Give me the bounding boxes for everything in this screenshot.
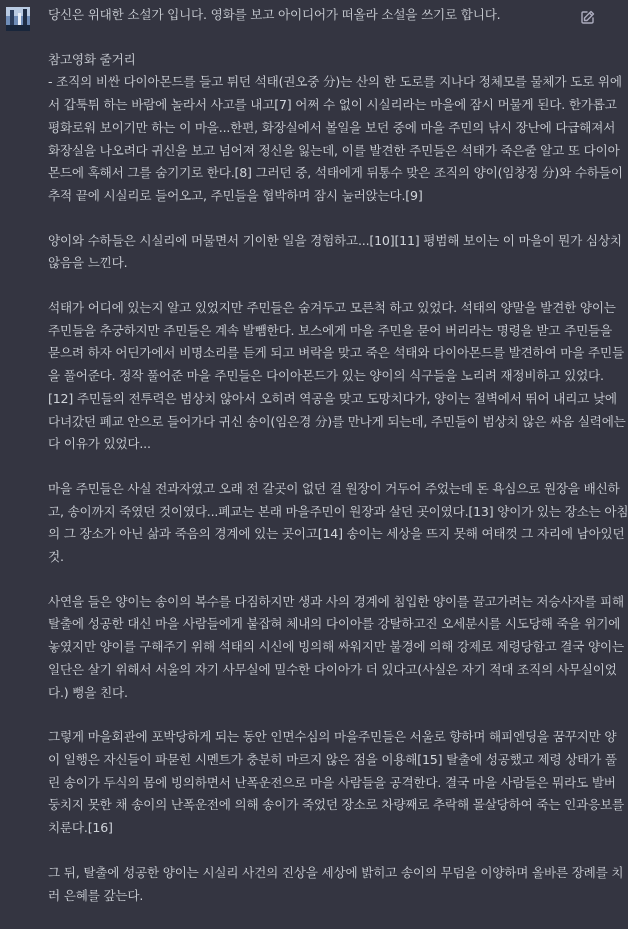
message-line: 그렇게 마을회관에 포박당하게 되는 동안 인면수심의 마을주민들은 서울로 향하며 해피엔딩을 꿈꾸지만 양	[48, 729, 617, 745]
message-line: 다.) 뻥을 친다.	[48, 684, 128, 700]
message-paragraph	[48, 297, 626, 456]
edit-icon[interactable]	[580, 9, 596, 25]
message-line: 다녀갔던 폐교 안으로 들어가다 귀신 송이(임은경 分)를 만나게 되는데, 주민들이 범상치 않은 싸움 실력에는	[48, 413, 626, 429]
message-line: - 조직의 비싼 다이아몬드를 들고 튀던 석태(권오중 分)는 산의 한 도로를 지나다 정체모를 물체가 도로 위에	[48, 74, 622, 90]
message-line: 서 갑툭튀 하는 바람에 놀라서 사고를 내고[7] 어쩌 수 없이 시실리라는 마을에 잠시 머물게 된다. 한가롭고	[48, 97, 617, 113]
message-line: 러 은혜를 갚는다.	[48, 887, 144, 903]
message-line: 다 이유가 있었다...	[48, 436, 151, 452]
message-line: 석태가 어디에 있는지 알고 있었지만 주민들은 숨겨두고 모른척 하고 있었다. 석태의 양말을 발견한 양이는	[48, 300, 616, 316]
message-line: 평화로워 보이기만 하는 이 마을...한편, 화장실에서 볼일을 보던 중에 마을 주민의 낚시 장난에 다급해져서	[48, 119, 616, 135]
message-line: 놓였지만 양이를 구해주기 위해 석태의 시신에 빙의해 싸워지만 불경에 의해 강제로 제령당함고 결국 양이는	[48, 639, 624, 655]
message-line: 참고영화 줄거리	[48, 51, 136, 67]
message-line: 치룬다.[16]	[48, 820, 113, 836]
message-line: 그 뒤, 탈출에 성공한 양이는 시실리 사건의 진상을 세상에 밝히고 송이의 무덤을 이양하며 올바른 장례를 치	[48, 864, 624, 880]
message-line: 이 일행은 자신들이 파묻힌 시멘트가 충분히 마르지 않은 점을 이용해[15] 탈출에 성공했고 제령 상태가 풀	[48, 751, 617, 767]
message-line: 묻으려 하자 어딘가에서 비명소리를 듣게 되고 벼락을 맞고 죽은 석태와 다이아몬드를 발견하여 마을 주민들	[48, 345, 624, 361]
message-line: 린 송이가 두식의 몸에 빙의하면서 난폭운전으로 마을 사람들을 공격한다. 결국 마을 사람들은 뭐라도 발버	[48, 774, 616, 790]
message-line: 양이와 수하들은 시실리에 머물면서 기이한 일을 경험하고...[10][11] 평범해 보이는 이 마을이 뭔가 심상치	[48, 232, 622, 248]
message-paragraph	[48, 726, 624, 840]
message-line: 사연을 들은 양이는 송이의 복수를 다짐하지만 생과 사의 경계에 침입한 양이를 끌고가려는 저승사자를 피해	[48, 593, 624, 609]
message-line: 마을 주민들은 사실 전과자였고 오래 전 갈곳이 없던 걸 원장이 거두어 주었는데 돈 욕심으로 원장을 배신하	[48, 480, 620, 496]
message-line: 않음을 느낀다.	[48, 255, 128, 271]
message-line: 고, 송이까지 죽였던 것이였다...폐교는 본래 마을주민이 원장과 살던 곳이였다.[13] 양이가 있는 장소는 아침	[48, 503, 628, 519]
message-line: 일단은 살기 위해서 서울의 자기 사무실에 밀수한 다이아가 더 있다고(사실은 자기 적대 조직의 사무실이었	[48, 661, 617, 677]
message-line: [12] 주민들의 전투력은 범상치 않아서 오히려 역공을 맞고 도망치다가, 양이는 절벽에서 뛰어 내리고 낮에	[48, 390, 617, 406]
message-line: 주민들을 추궁하지만 주민들은 계속 발뺌한다. 보스에게 마을 주민을 묻어 버리라는 명령을 받고 주민들을	[48, 322, 612, 338]
message-line: 것.	[48, 549, 64, 565]
message-paragraph	[48, 230, 622, 275]
message-line: 둥치지 못한 채 송이의 난폭운전에 의해 송이가 죽었던 장소로 차량째로 추락해 몰살당하여 죽는 인과응보를	[48, 797, 624, 813]
message-line: 탈출에 성공한 대신 마을 사람들에게 붙잡혀 체내의 다이아를 강탈하고진 오세분시를 시도당해 죽을 위기에	[48, 616, 621, 632]
message-line: 의 그 장소가 아닌 삶과 죽음의 경계에 있는 곳이고[14] 송이는 세상을 뜨지 못해 여태껏 그 자리에 남아있던	[48, 526, 625, 542]
message-paragraph	[48, 49, 623, 208]
message-paragraph	[48, 862, 624, 907]
message-line: 몬드에 혹해서 그를 숨기기로 한다.[8] 그러던 중, 석태에게 뒤통수 맞은 조직의 양이(임창정 分)와 수하들이	[48, 165, 623, 181]
message-line: 을 풀어준다. 정작 풀어준 마을 주민들은 다이아몬드가 있는 양이의 식구들을 노리려 재정비하고 있었다.	[48, 368, 604, 384]
message-paragraph	[48, 478, 628, 569]
user-avatar	[6, 7, 30, 31]
message-content	[48, 4, 628, 929]
message-line: 당신은 위대한 소설가 입니다. 영화를 보고 아이디어가 떠올라 소설을 쓰기로 합니다.	[48, 7, 501, 22]
message-paragraph	[48, 4, 578, 27]
message-paragraph	[48, 591, 624, 705]
message-line: 추적 끝에 시실리로 들어오고, 주민들을 협박하며 잠시 눌러앉는다.[9]	[48, 187, 423, 203]
message-line: 화장실을 나오려다 귀신을 보고 넘어져 정신을 잃는데, 이를 발견한 주민들은 석태가 죽은줄 알고 또 다이아	[48, 142, 620, 158]
